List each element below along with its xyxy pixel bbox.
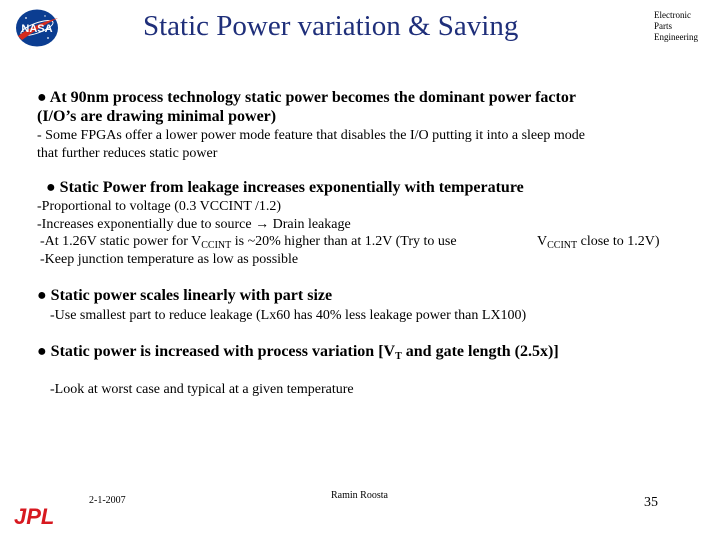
bullet-4-sub: -Look at worst case and typical at a given temperature <box>50 382 354 397</box>
footer-date: 2-1-2007 <box>89 495 126 506</box>
text-run: -At 1.26V static power for V <box>40 234 202 249</box>
bullet-1-sub: - Some FPGAs offer a lower power mode feature that disables the I/O putting it into a sleep mode <box>37 128 585 143</box>
bullet-1-heading-cont: (I/O’s are drawing minimal power) <box>37 108 277 125</box>
bullet-3-sub: -Use smallest part to reduce leakage (Lx60 has 40% less leakage power than LX100) <box>50 308 527 323</box>
bullet-3-heading: ● Static power scales linearly with part size <box>37 287 333 304</box>
text-run: is ~20% higher than at 1.2V (Try to use <box>231 234 457 249</box>
bullet-1-sub-cont: that further reduces static power <box>37 146 218 161</box>
bullet-2-sub-4: -Keep junction temperature as low as possible <box>40 252 299 267</box>
jpl-logo <box>12 502 62 528</box>
bullet-2-heading: ● Static Power from leakage increases exponentially with temperature <box>46 179 524 196</box>
bullet-2-sub-3 <box>40 233 457 250</box>
nasa-logo-text: NASA <box>21 23 53 35</box>
text-run: V <box>537 234 548 249</box>
slide-title: Static Power variation & Saving <box>143 10 519 42</box>
jpl-logo-text: JPL <box>14 504 55 528</box>
org-label <box>654 10 698 43</box>
text-run: ● Static power is increased with process variation [V <box>37 343 396 360</box>
bullet-2-sub-3-note <box>537 233 660 250</box>
org-label-line: Engineering <box>654 32 698 42</box>
org-label-line: Parts <box>654 21 672 31</box>
subscript: CCINT <box>547 240 578 251</box>
page-number: 35 <box>644 495 658 510</box>
org-label-line: Electronic <box>654 10 691 20</box>
nasa-logo <box>14 8 60 48</box>
text-run: and gate length (2.5x)] <box>401 343 559 360</box>
bullet-1-heading: ● At 90nm process technology static power becomes the dominant power factor <box>37 89 576 106</box>
subscript: CCINT <box>201 240 232 251</box>
subscript: T <box>395 351 402 362</box>
text-run: close to 1.2V) <box>577 234 660 249</box>
footer-author: Ramin Roosta <box>331 490 388 501</box>
bullet-2-sub-2: -Increases exponentially due to source → Drain leakage <box>37 217 351 232</box>
bullet-4-heading <box>37 343 559 361</box>
bullet-2-sub-1: -Proportional to voltage (0.3 VCCINT /1.2) <box>37 199 282 214</box>
